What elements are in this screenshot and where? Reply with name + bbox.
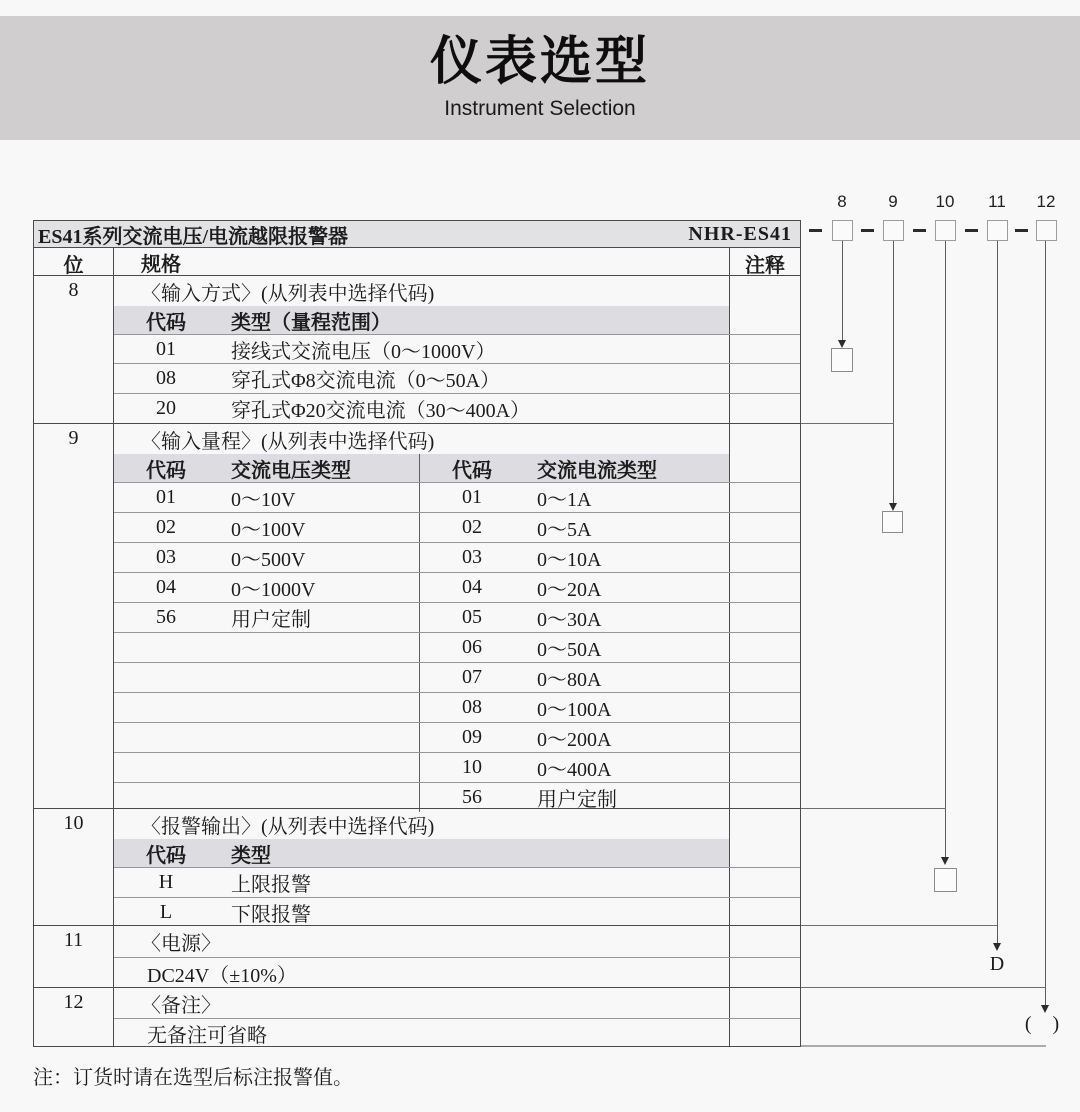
note-cell [729,958,800,988]
col-code: 代码 [146,311,186,334]
code-box-11 [987,220,1008,241]
header-pos: 位 [34,248,114,275]
dash-separator [809,229,822,232]
value-cell: 无备注可省略 [147,1024,267,1047]
note-cell [729,633,800,662]
note-cell [729,573,800,602]
type-cell: 0～10A [537,549,602,571]
code-cell: 09 [462,726,482,748]
note-cell [729,988,800,1018]
code-cell: 01 [462,486,482,508]
table-row [114,1018,800,1047]
note-cell [729,1019,800,1047]
dash-separator [965,229,978,232]
type-cell: 0～200A [537,729,612,751]
code-cell: 04 [156,576,176,598]
position-number: 12 [34,988,114,1046]
code-cell: 04 [462,576,482,598]
table-row [114,334,800,363]
code-cell: 56 [156,606,176,628]
note-cell [729,603,800,632]
selection-table [33,220,801,1047]
type-cell: 下限报警 [231,903,311,926]
table-row [114,867,800,897]
code-cell: 08 [462,696,482,718]
table-row [114,542,800,572]
section-title: 〈输入量程〉(从列表中选择代码) [141,430,435,453]
section-12 [34,987,800,1046]
code-box-9 [883,220,904,241]
arrow-down-icon [838,340,846,348]
section-title-row [114,926,800,957]
selection-box-8 [831,348,853,372]
type-cell: 0～500V [231,549,306,571]
section-11 [34,925,800,987]
position-label-11: 11 [988,192,1006,211]
section-9 [34,423,800,811]
leader-line-9 [893,241,894,504]
type-cell: 0～20A [537,579,602,601]
code-cell: 07 [462,666,482,688]
table-row [114,692,800,722]
note-cell [729,394,800,423]
code-cell: H [158,871,174,893]
table-row [114,632,800,662]
header-note: 注释 [729,248,800,275]
section-title: 〈电源〉 [141,933,221,955]
code-box-8 [832,220,853,241]
note-cell [729,926,800,957]
note-cell [729,335,800,363]
code-cell: 01 [156,337,176,360]
bottom-extension-line [800,1045,1046,1047]
table-row [114,722,800,752]
arrow-down-icon [1041,1005,1049,1013]
table-row [114,897,800,926]
connector-line-9 [800,423,894,424]
note-cell [729,809,800,839]
note-cell [729,424,800,454]
code-cell: 03 [156,546,176,568]
arrow-down-icon [941,857,949,865]
code-box-12 [1036,220,1057,241]
type-cell: 穿孔式Φ8交流电流（0～50A） [231,370,501,392]
code-cell: 08 [156,367,176,389]
position-label-10: 10 [935,192,955,211]
type-cell: 0～1000V [231,579,316,601]
position-number: 8 [34,276,114,423]
type-cell: 0～30A [537,609,602,631]
code-cell: 05 [462,606,482,628]
table-row [114,512,800,542]
model-code: NHR-ES41 [688,222,792,245]
code-box-10 [935,220,956,241]
code-header-row [114,839,800,867]
section-title-row [114,809,800,839]
col-type: 类型 [231,844,271,867]
col-code: 代码 [146,459,186,482]
note-cell [729,364,800,393]
leader-line-8 [842,241,843,340]
note-cell [729,454,800,482]
type-cell: 用户定制 [231,609,311,631]
section-title: 〈输入方式〉(从列表中选择代码) [141,282,435,305]
section-10 [34,808,800,925]
table-row [114,572,800,602]
code-cell: 02 [462,516,482,538]
position-label-12: 12 [1036,192,1056,211]
position-label-8: 8 [837,192,847,211]
selection-box-10 [934,868,957,892]
type-cell: 0～10V [231,489,296,511]
dash-separator [1015,229,1028,232]
col-current-type: 交流电流类型 [537,459,657,482]
note-cell [729,306,800,334]
connector-line-10 [800,808,946,809]
type-cell: 0～1A [537,489,592,511]
page-title: 仪表选型 [429,32,650,91]
col-voltage-type: 交流电压类型 [231,459,351,482]
page-subtitle: Instrument Selection [444,96,636,120]
connector-line-11 [800,925,998,926]
power-code-value: D [989,953,1005,975]
position-label-9: 9 [888,192,898,211]
leader-line-11 [997,241,998,944]
code-header-row [114,454,800,482]
type-cell: 0～5A [537,519,592,541]
position-number: 11 [34,926,114,987]
note-cell [729,898,800,926]
code-cell: 01 [156,486,176,508]
page-banner [0,16,1080,140]
code-cell: L [159,900,173,923]
code-header-row [114,306,800,334]
code-cell: 10 [462,756,482,778]
arrow-down-icon [889,503,897,511]
connector-line-12 [800,987,1046,988]
code-cell: 20 [156,397,176,419]
type-cell: 0～50A [537,639,602,661]
table-row [114,662,800,692]
type-cell: 0～400A [537,759,612,781]
section-8 [34,276,800,423]
table-row [114,752,800,782]
section-title-row [114,424,800,454]
value-cell: DC24V（±10%） [147,964,297,987]
dash-separator [861,229,874,232]
section-title: 〈报警输出〉(从列表中选择代码) [141,815,435,838]
section-title-row [114,276,800,306]
arrow-down-icon [993,943,1001,951]
type-cell: 0～80A [537,669,602,691]
code-cell: 03 [462,546,482,568]
code-cell: 56 [462,786,482,808]
table-row [114,482,800,512]
note-cell [729,753,800,782]
type-cell: 穿孔式Φ20交流电流（30～400A） [231,400,531,422]
col-type: 类型（量程范围） [231,311,391,334]
note-cell [729,276,800,306]
note-cell [729,693,800,722]
selection-box-9 [882,511,903,533]
code-cell: 06 [462,636,482,658]
type-cell: 0～100V [231,519,306,541]
type-cell: 接线式交流电压（0～1000V） [231,340,496,363]
section-title-row [114,988,800,1018]
leader-line-12 [1045,241,1046,1006]
remark-code-value: ( ) [1024,1013,1068,1035]
series-title: ES41系列交流电压/电流越限报警器 [38,225,349,248]
note-cell [729,839,800,867]
table-title-bar [34,221,800,248]
table-header-row [34,248,800,276]
position-number: 10 [34,809,114,925]
leader-line-10 [945,241,946,858]
header-spec: 规格 [141,254,181,276]
table-row [114,602,800,632]
note-cell [729,483,800,512]
section-title: 〈备注〉 [141,994,221,1017]
position-number: 9 [34,424,114,808]
note-cell [729,723,800,752]
order-footnote: 注：订货时请在选型后标注报警值。 [33,1067,353,1089]
type-cell: 用户定制 [537,789,617,811]
note-cell [729,543,800,572]
note-cell [729,513,800,542]
table-row [114,393,800,423]
table-row [114,957,800,988]
type-cell: 上限报警 [231,874,311,896]
table-row [114,363,800,393]
code-cell: 02 [156,516,176,538]
type-cell: 0～100A [537,699,612,721]
col-code: 代码 [452,459,492,482]
note-cell [729,663,800,692]
dash-separator [913,229,926,232]
col-code: 代码 [146,844,186,867]
note-cell [729,868,800,897]
